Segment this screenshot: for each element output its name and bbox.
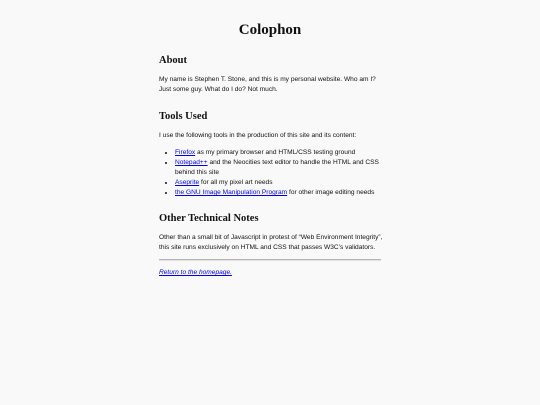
tools-section bbox=[159, 110, 385, 198]
firefox-link[interactable]: Firefox bbox=[175, 149, 196, 156]
tools-intro: I use the following tools in the production of this site and its content: bbox=[159, 132, 357, 139]
tools-list bbox=[159, 148, 385, 198]
tool-item-aseprite-text: for all my pixel art needs bbox=[199, 179, 273, 186]
notes-text: Other than a small bit of Javascript in protest of “Web Environment Integrity”, this site runs exclusively on HTML and CSS that passes W3C’s validators. bbox=[159, 234, 383, 251]
notes-heading: Other Technical Notes bbox=[159, 213, 259, 224]
tool-item-firefox bbox=[175, 148, 385, 158]
divider bbox=[159, 259, 381, 261]
main-content bbox=[159, 54, 385, 278]
return-home-link[interactable]: Return to the homepage. bbox=[159, 269, 232, 276]
tools-heading: Tools Used bbox=[159, 111, 208, 122]
page-title: Colophon bbox=[238, 22, 302, 38]
notepad-link[interactable]: Notepad++ bbox=[175, 159, 208, 166]
return-paragraph bbox=[159, 268, 385, 278]
tool-item-gimp-text: for other image editing needs bbox=[287, 189, 375, 196]
tool-item-notepad bbox=[175, 158, 385, 178]
notes-section bbox=[159, 212, 385, 253]
tool-item-notepad-text: and the Neocities text editor to handle the HTML and CSS behind this site bbox=[175, 159, 379, 176]
tool-item-gimp bbox=[175, 188, 385, 198]
about-text: My name is Stephen T. Stone, and this is my personal website. Who am I? Just some guy. What do I do? Not much. bbox=[159, 76, 376, 93]
gimp-link[interactable]: the GNU Image Manipulation Program bbox=[175, 189, 288, 196]
tool-item-firefox-text: as my primary browser and HTML/CSS testing ground bbox=[195, 149, 356, 156]
tool-item-aseprite bbox=[175, 178, 385, 188]
aseprite-link[interactable]: Aseprite bbox=[175, 179, 200, 186]
about-heading: About bbox=[159, 55, 188, 66]
about-section bbox=[159, 54, 385, 95]
